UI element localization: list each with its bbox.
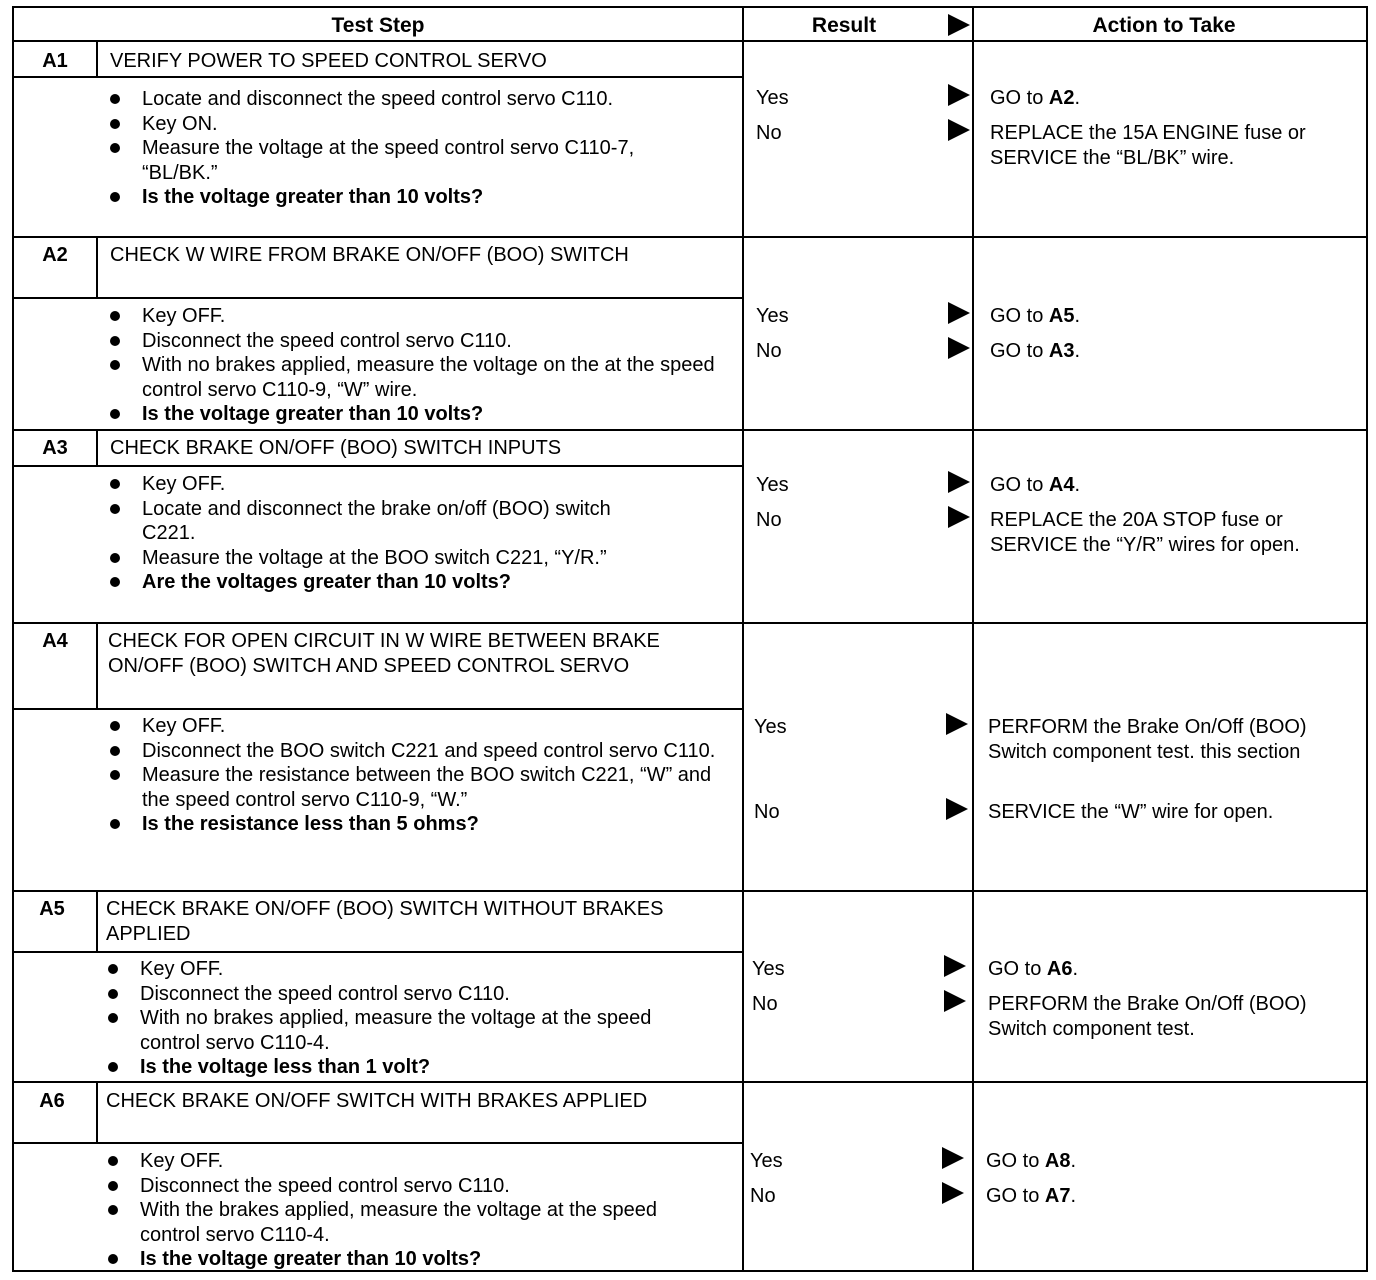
result-arrow-icon — [948, 506, 970, 528]
bullet-item: Locate and disconnect the speed control servo C110. — [106, 87, 666, 112]
action-text: PERFORM the Brake On/Off (BOO) Switch component test. — [988, 993, 1307, 1040]
step-title: CHECK FOR OPEN CIRCUIT IN W WIRE BETWEEN BRAKE ON/OFF (BOO) SWITCH AND SPEED CONTROL SERVO — [108, 630, 660, 677]
bullet-item: Key ON. — [106, 112, 666, 137]
step-title: VERIFY POWER TO SPEED CONTROL SERVO — [110, 50, 547, 72]
result-label: Yes — [752, 958, 785, 980]
header-result: Result — [811, 14, 877, 37]
step-bullets — [106, 714, 716, 837]
step-divider — [14, 1081, 1366, 1083]
step-divider — [14, 236, 1366, 238]
bullet-item: With the brakes applied, measure the voltage at the speed control servo C110-4. — [104, 1198, 714, 1247]
result-label: Yes — [756, 474, 789, 496]
step-title: CHECK BRAKE ON/OFF (BOO) SWITCH WITHOUT BRAKES APPLIED — [106, 898, 664, 945]
result-label: No — [754, 801, 780, 823]
result-label: No — [750, 1185, 776, 1207]
step-id-divider — [96, 429, 98, 465]
bullet-question: Is the voltage less than 1 volt? — [104, 1055, 714, 1080]
action-text: GO to A5. — [990, 305, 1081, 327]
step-title: CHECK BRAKE ON/OFF SWITCH WITH BRAKES APPLIED — [106, 1090, 648, 1112]
result-arrow-icon — [944, 955, 966, 977]
header-action: Action to Take — [1092, 14, 1236, 37]
step-title-divider — [14, 465, 742, 467]
diagnostic-table — [12, 6, 1368, 1272]
result-arrow-icon — [946, 798, 968, 820]
step-id: A2 — [42, 244, 68, 266]
result-label: No — [756, 509, 782, 531]
action-text: PERFORM the Brake On/Off (BOO) Switch component test. this section — [988, 716, 1307, 763]
result-label: Yes — [756, 305, 789, 327]
result-label: Yes — [756, 87, 789, 109]
bullet-item: Key OFF. — [106, 472, 666, 497]
action-text: SERVICE the “W” wire for open. — [988, 801, 1274, 823]
bullet-question: Is the voltage greater than 10 volts? — [106, 185, 666, 210]
bullet-item: Locate and disconnect the brake on/off (BOO) switch C221. — [106, 497, 666, 546]
result-arrow-icon — [946, 713, 968, 735]
bullet-item: Disconnect the speed control servo C110. — [106, 329, 716, 354]
bullet-item: Measure the voltage at the speed control servo C110-7, “BL/BK.” — [106, 136, 666, 185]
result-arrow-icon — [948, 302, 970, 324]
step-id: A3 — [42, 437, 68, 459]
step-divider — [14, 429, 1366, 431]
bullet-item: Key OFF. — [106, 304, 716, 329]
step-id-divider — [96, 40, 98, 76]
action-text: GO to A4. — [990, 474, 1081, 496]
step-divider — [14, 622, 1366, 624]
header-divider — [14, 40, 1366, 42]
step-bullets — [104, 957, 714, 1080]
bullet-question: Is the voltage greater than 10 volts? — [104, 1247, 714, 1272]
action-text: GO to A7. — [986, 1185, 1077, 1207]
action-text: REPLACE the 20A STOP fuse or SERVICE the “Y/R” wires for open. — [990, 509, 1300, 556]
bullet-item: Key OFF. — [106, 714, 716, 739]
bullet-item: Disconnect the speed control servo C110. — [104, 1174, 714, 1199]
step-bullets — [106, 87, 666, 210]
result-label: Yes — [750, 1150, 783, 1172]
header-arrow-icon — [948, 14, 970, 36]
result-arrow-icon — [944, 990, 966, 1012]
action-text: REPLACE the 15A ENGINE fuse or SERVICE the “BL/BK” wire. — [990, 122, 1306, 169]
step-title-divider — [14, 1142, 742, 1144]
step-divider — [14, 890, 1366, 892]
step-id: A5 — [39, 898, 65, 920]
step-title-divider — [14, 76, 742, 78]
step-id: A6 — [39, 1090, 65, 1112]
result-label: No — [752, 993, 778, 1015]
action-text: GO to A6. — [988, 958, 1079, 980]
result-arrow-icon — [942, 1182, 964, 1204]
result-label: No — [756, 122, 782, 144]
bullet-item: With no brakes applied, measure the voltage at the speed control servo C110-4. — [104, 1006, 714, 1055]
step-title: CHECK W WIRE FROM BRAKE ON/OFF (BOO) SWITCH — [110, 244, 629, 266]
result-arrow-icon — [948, 119, 970, 141]
step-title-divider — [14, 951, 742, 953]
action-text: GO to A3. — [990, 340, 1081, 362]
result-arrow-icon — [942, 1147, 964, 1169]
result-arrow-icon — [948, 337, 970, 359]
result-label: No — [756, 340, 782, 362]
bullet-item: Measure the resistance between the BOO switch C221, “W” and the speed control servo C110-9, “W.” — [106, 763, 716, 812]
step-id-divider — [96, 1081, 98, 1142]
bullet-item: With no brakes applied, measure the voltage on the at the speed control servo C110-9, “W” wire. — [106, 353, 716, 402]
bullet-item: Key OFF. — [104, 1149, 714, 1174]
bullet-item: Measure the voltage at the BOO switch C221, “Y/R.” — [106, 546, 666, 571]
header-test-step: Test Step — [331, 14, 425, 37]
step-id: A4 — [42, 630, 68, 652]
action-text: GO to A8. — [986, 1150, 1077, 1172]
step-title-divider — [14, 297, 742, 299]
result-arrow-icon — [948, 84, 970, 106]
step-id-divider — [96, 622, 98, 708]
step-bullets — [104, 1149, 714, 1272]
result-arrow-icon — [948, 471, 970, 493]
result-label: Yes — [754, 716, 787, 738]
step-bullets — [106, 472, 666, 595]
action-text: GO to A2. — [990, 87, 1081, 109]
bullet-question: Are the voltages greater than 10 volts? — [106, 570, 666, 595]
step-id-divider — [96, 236, 98, 297]
step-id-divider — [96, 890, 98, 951]
step-id: A1 — [42, 50, 68, 72]
bullet-item: Key OFF. — [104, 957, 714, 982]
bullet-item: Disconnect the BOO switch C221 and speed control servo C110. — [106, 739, 716, 764]
bullet-item: Disconnect the speed control servo C110. — [104, 982, 714, 1007]
bullet-question: Is the voltage greater than 10 volts? — [106, 402, 716, 427]
step-title-divider — [14, 708, 742, 710]
bullet-question: Is the resistance less than 5 ohms? — [106, 812, 716, 837]
step-title: CHECK BRAKE ON/OFF (BOO) SWITCH INPUTS — [110, 437, 562, 459]
step-bullets — [106, 304, 716, 427]
